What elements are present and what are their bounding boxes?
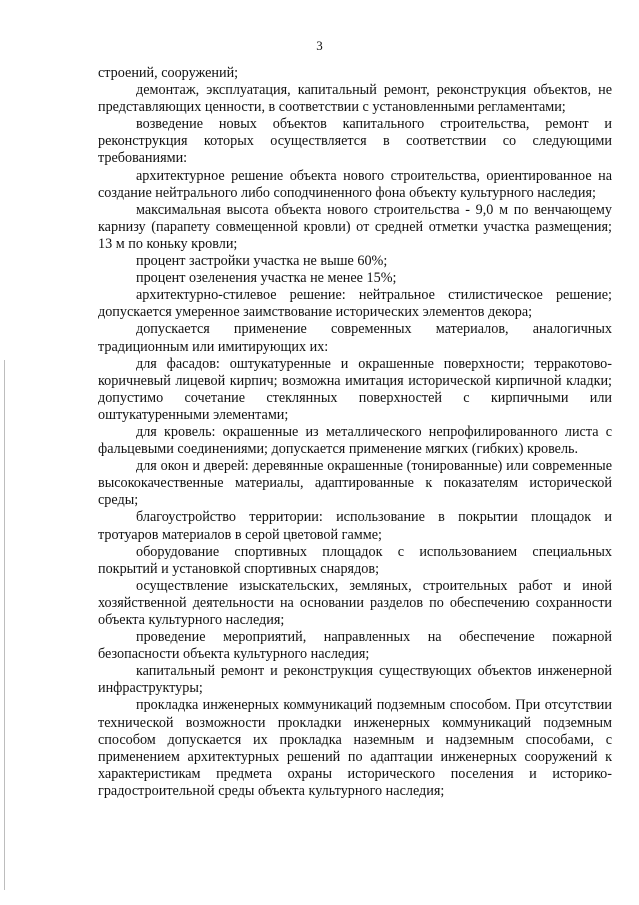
paragraph: для кровель: окрашенные из металлического непрофилированного листа с фальцевыми соединениями; допускается применение мягких (гибких) кровель. — [98, 423, 612, 458]
paragraph: демонтаж, эксплуатация, капитальный ремонт, реконструкция объектов, не представляющих ценности, в соответствии с установленными регламентами; — [98, 82, 612, 116]
paragraph: прокладка инженерных коммуникаций подземным способом. При отсутствии технической возможности прокладки инженерных коммуникаций подземным способом допускается их прокладка наземным и надземным способами, с применением архитектурных решений по адаптации инженерных сооружений к характеристикам предмета охраны исторического поселения и историко-градостроительной среды объекта культурного наследия; — [98, 697, 612, 799]
paragraph: благоустройство территории: использование в покрытии площадок и тротуаров материалов в серой цветовой гамме; — [98, 509, 612, 543]
scan-margin-line — [4, 360, 5, 890]
paragraph: осуществление изыскательских, земляных, строительных работ и иной хозяйственной деятельности на основании разделов по обеспечению сохранности объекта культурного наследия; — [98, 577, 612, 628]
paragraph: для фасадов: оштукатуренные и окрашенные поверхности; терракотово-коричневый лицевой кирпич; возможна имитация исторической кирпичной кладки; допустимо сочетание стеклянных поверхностей с кирпичными или оштукатуренными элементами; — [98, 355, 612, 423]
document-body — [98, 65, 612, 800]
paragraph: для окон и дверей: деревянные окрашенные (тонированные) или современные высококачественные материалы, адаптированные к показателям исторической среды; — [98, 458, 612, 509]
paragraph: допускается применение современных материалов, аналогичных традиционным или имитирующих их: — [98, 321, 612, 355]
paragraph: возведение новых объектов капитального строительства, ремонт и реконструкция которых осуществляется в соответствии со следующими требованиями: — [98, 116, 612, 167]
paragraph: процент озеленения участка не менее 15%; — [136, 270, 397, 287]
paragraph: оборудование спортивных площадок с использованием специальных покрытий и установкой спортивных снарядов; — [98, 543, 612, 577]
paragraph: процент застройки участка не выше 60%; — [136, 253, 388, 270]
paragraph: капитальный ремонт и реконструкция существующих объектов инженерной инфраструктуры; — [98, 663, 612, 697]
paragraph: архитектурно-стилевое решение: нейтральное стилистическое решение; допускается умеренное заимствование исторических элементов декора; — [98, 287, 612, 321]
paragraph: архитектурное решение объекта нового строительства, ориентированное на создание нейтрального либо соподчиненного фона объекту культурного наследия; — [98, 167, 612, 201]
paragraph: проведение мероприятий, направленных на обеспечение пожарной безопасности объекта культурного наследия; — [98, 629, 612, 663]
page-number: 3 — [316, 38, 323, 53]
paragraph: строений, сооружений; — [98, 65, 239, 81]
paragraph: максимальная высота объекта нового строительства - 9,0 м по венчающему карнизу (парапету совмещенной кровли) от средней отметки участка размещения; 13 м по коньку кровли; — [98, 201, 612, 252]
